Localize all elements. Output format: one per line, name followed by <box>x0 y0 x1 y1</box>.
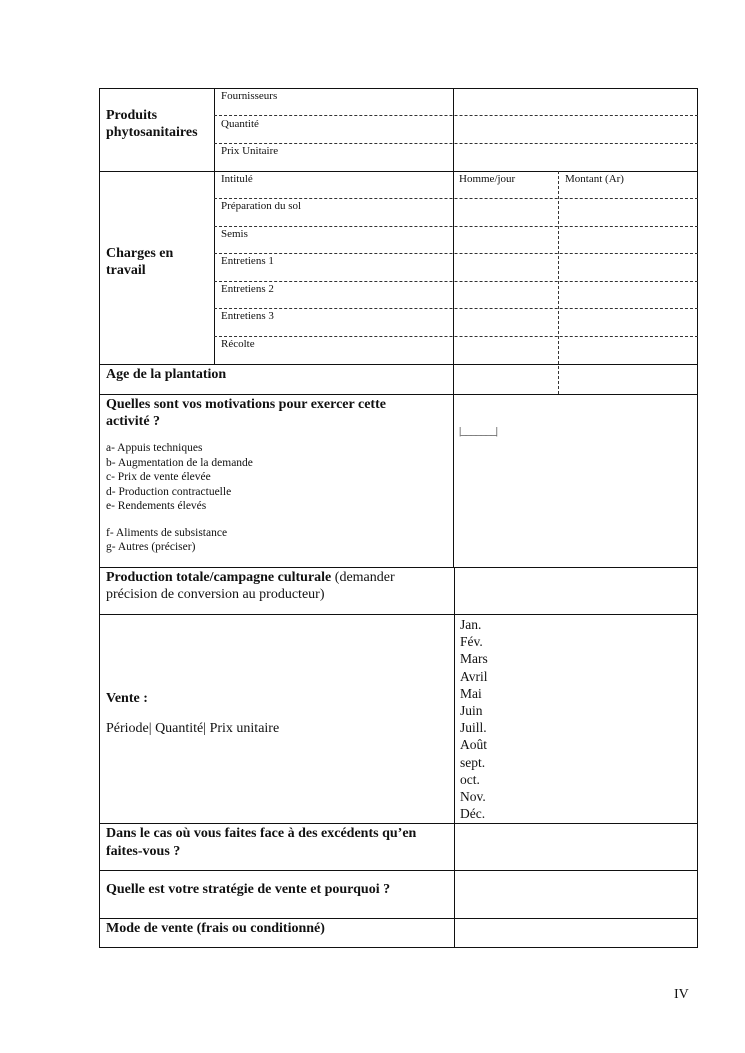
charges-row-entretiens-3: Entretiens 3 <box>221 310 274 322</box>
charges-row-divider <box>214 198 698 199</box>
section-divider-excedents <box>99 870 698 871</box>
motivation-option: a- Appuis techniques <box>106 442 203 454</box>
month-item: Nov. <box>460 789 486 805</box>
charges-column-divider <box>558 171 559 394</box>
value-column-divider <box>453 88 454 568</box>
charges-header-homme-jour: Homme/jour <box>459 173 516 185</box>
month-item: Août <box>460 737 487 753</box>
section-divider-strategie <box>99 918 698 919</box>
phyto-row-prix: Prix Unitaire <box>221 145 279 157</box>
charges-header-montant: Montant (Ar) <box>565 173 624 185</box>
motivation-option: d- Production contractuelle <box>106 485 232 498</box>
charges-row-entretiens-1: Entretiens 1 <box>221 255 274 267</box>
month-item: Jan. <box>460 617 482 632</box>
section-divider-production <box>99 614 698 615</box>
phyto-row-quantite: Quantité <box>221 118 259 130</box>
strategie-question: Quelle est votre stratégie de vente et pourquoi ? <box>106 882 391 897</box>
phyto-row-fournisseurs: Fournisseurs <box>221 90 278 102</box>
month-item: Déc. <box>460 806 486 822</box>
month-item: sept. <box>460 754 486 770</box>
month-item: oct. <box>460 771 480 787</box>
section-divider-charges <box>99 364 698 365</box>
month-item: Juill. <box>460 720 487 736</box>
table-border-bottom <box>99 947 698 948</box>
charges-row-divider <box>214 281 698 282</box>
month-item: Mai <box>460 685 482 701</box>
motivations-options <box>106 441 253 555</box>
motivations-question: Quelles sont vos motivations pour exercer cette activité ? <box>106 397 386 429</box>
table-border-left <box>99 88 100 948</box>
month-item: Mars <box>460 651 488 667</box>
charges-row-divider <box>214 336 698 337</box>
motivation-option: g- Autres (préciser) <box>106 541 196 553</box>
vente-months <box>460 616 488 822</box>
motivation-option: e- Rendements élevés <box>106 500 207 512</box>
age-label: Age de la plantation <box>106 367 227 382</box>
month-item: Fév. <box>460 634 483 650</box>
section-divider-age <box>99 394 698 395</box>
motivation-option: f- Aliments de subsistance <box>106 526 228 539</box>
page-number: IV <box>674 987 689 1002</box>
vente-subtitle: Période| Quantité| Prix unitaire <box>106 721 280 736</box>
motivations-answer-box[interactable]: |_______| <box>459 425 498 437</box>
charges-row-divider <box>214 308 698 309</box>
production-label: Production totale/campagne culturale (demander précision de conversion au producteur) <box>106 570 395 602</box>
vente-label: Vente : <box>106 691 148 706</box>
section-divider-motivations <box>99 567 698 568</box>
phyto-row-divider <box>214 115 698 116</box>
value-column-divider-lower <box>454 567 455 948</box>
motivation-option: c- Prix de vente élevée <box>106 471 211 483</box>
charges-header-intitule: Intitulé <box>221 173 253 185</box>
charges-row-recolte: Récolte <box>221 338 255 350</box>
phyto-label: Produits phytosanitaires <box>106 108 198 140</box>
charges-row-preparation: Préparation du sol <box>221 200 302 212</box>
charges-row-semis: Semis <box>221 228 248 240</box>
charges-row-entretiens-2: Entretiens 2 <box>221 283 274 295</box>
section-divider-vente <box>99 823 698 824</box>
month-item: Avril <box>460 668 488 684</box>
charges-row-divider <box>214 253 698 254</box>
month-item: Juin <box>460 703 483 719</box>
charges-row-divider <box>214 226 698 227</box>
phyto-row-divider <box>214 143 698 144</box>
charges-label: Charges en travail <box>106 246 174 278</box>
table-border-right <box>697 88 698 948</box>
section-divider-phyto <box>99 171 698 172</box>
excedents-question: Dans le cas où vous faites face à des excédents qu’en faites-vous ? <box>106 826 417 859</box>
motivation-option: b- Augmentation de la demande <box>106 456 253 469</box>
mode-vente-question: Mode de vente (frais ou conditionné) <box>106 921 325 936</box>
table-border-top <box>99 88 698 89</box>
